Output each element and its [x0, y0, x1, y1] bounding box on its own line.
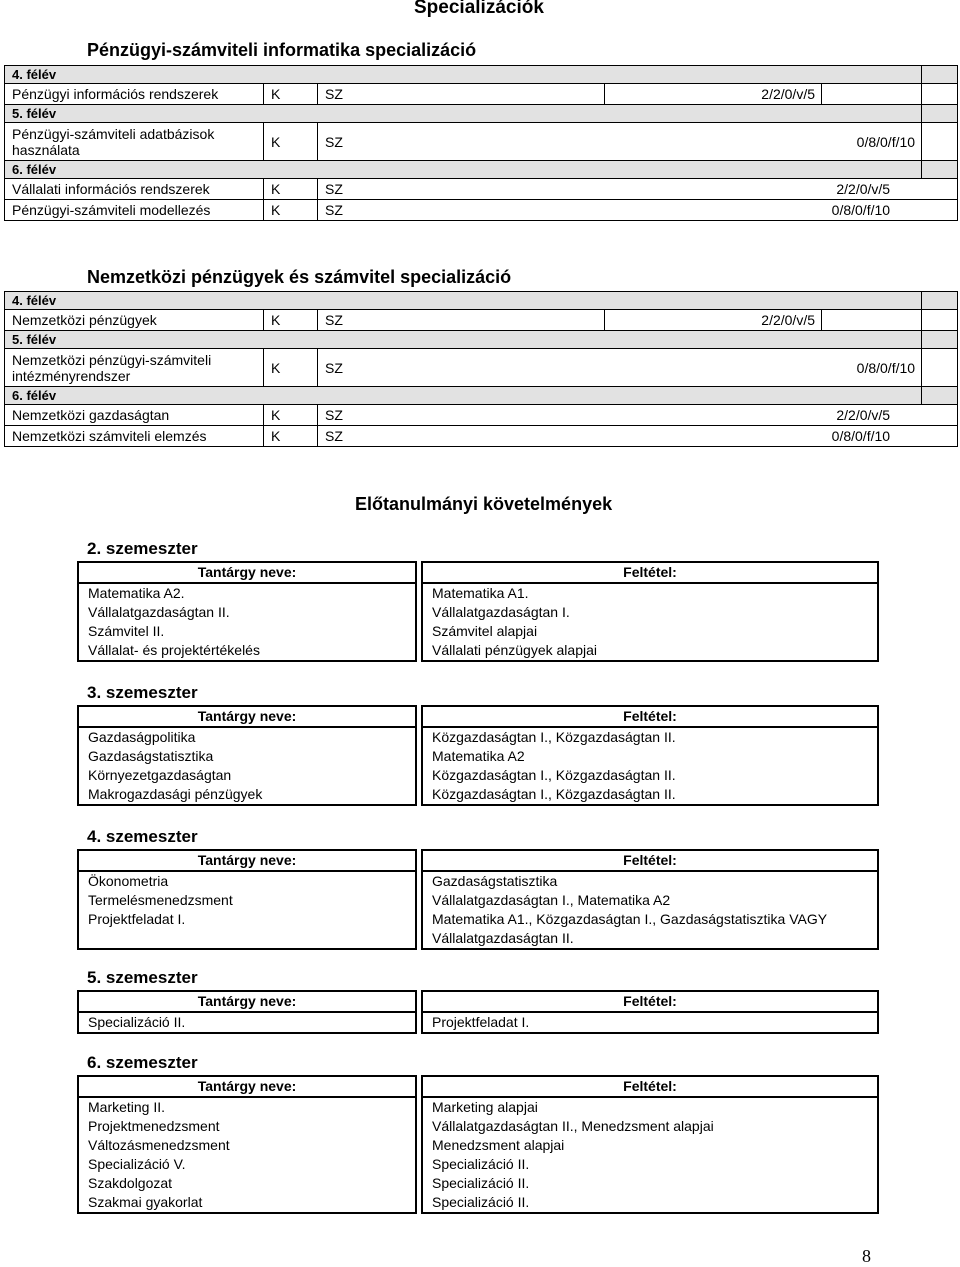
col-condition-header: Feltétel:: [422, 562, 878, 583]
subject-cell: Projektfeladat I.: [78, 910, 416, 949]
course-exam: K: [264, 426, 318, 447]
table-row: [78, 1193, 878, 1213]
course-code: 2/2/0/v/5: [836, 181, 891, 197]
subject-cell: Makrogazdasági pénzügyek: [78, 785, 416, 805]
course-code: 2/2/0/v/5: [605, 310, 822, 331]
course-row: [5, 310, 958, 331]
col-condition-header: Feltétel:: [422, 991, 878, 1012]
course-type: SZ: [325, 359, 343, 376]
course-type: SZ: [325, 407, 343, 423]
subject-cell: Gazdaságpolitika: [78, 727, 416, 747]
subject-cell: Specializáció II.: [78, 1012, 416, 1033]
col-condition-header: Feltétel:: [422, 850, 878, 871]
course-row: [5, 200, 958, 221]
course-exam: K: [264, 84, 318, 105]
table-row: [78, 1136, 878, 1155]
course-name: Nemzetközi pénzügyek: [5, 310, 264, 331]
condition-cell: Vállalati pénzügyek alapjai: [422, 641, 878, 661]
col-subject-header: Tantárgy neve:: [78, 706, 416, 727]
condition-cell: Projektfeladat I.: [422, 1012, 878, 1033]
prereq-table-s6: [77, 1075, 879, 1214]
course-name: Pénzügyi-számviteli modellezés: [5, 200, 264, 221]
table-row: [78, 1012, 878, 1033]
course-exam: K: [264, 349, 318, 387]
course-row: [5, 426, 958, 447]
table-row: [78, 785, 878, 805]
course-type: SZ: [325, 428, 343, 444]
semester-heading: 6. szemeszter: [87, 1053, 198, 1072]
semester-row: [5, 161, 958, 179]
subject-cell: Változásmenedzsment: [78, 1136, 416, 1155]
spec2-title: Nemzetközi pénzügyek és számvitel specializáció: [87, 267, 512, 287]
table-row: [78, 583, 878, 603]
course-name: Vállalati információs rendszerek: [5, 179, 264, 200]
semester-label: 4. félév: [5, 292, 922, 310]
semester-label: 5. félév: [5, 105, 922, 123]
course-type: SZ: [318, 84, 605, 105]
subject-cell: Termelésmenedzsment: [78, 891, 416, 910]
subject-cell: Projektmenedzsment: [78, 1117, 416, 1136]
prereq-table-s2: [77, 561, 879, 662]
table-row: [78, 1174, 878, 1193]
condition-cell: Vállalatgazdaságtan I., Matematika A2: [422, 891, 878, 910]
course-exam: K: [264, 179, 318, 200]
course-row: [5, 405, 958, 426]
course-row: [5, 84, 958, 105]
semester-heading: 2. szemeszter: [87, 539, 198, 558]
subject-cell: Szakdolgozat: [78, 1174, 416, 1193]
subject-cell: Specializáció V.: [78, 1155, 416, 1174]
table-row: [78, 622, 878, 641]
subject-cell: Ökonometria: [78, 871, 416, 891]
course-code: 0/8/0/f/10: [856, 359, 916, 376]
table-row: [78, 910, 878, 949]
page-title: Specializációk: [414, 0, 544, 18]
semester-row: [5, 66, 958, 84]
semester-row: [5, 105, 958, 123]
prereq-title: Előtanulmányi követelmények: [355, 494, 613, 514]
semester-row: [5, 387, 958, 405]
course-code: 2/2/0/v/5: [836, 407, 891, 423]
semester-label: 4. félév: [5, 66, 922, 84]
table-row: [78, 641, 878, 661]
condition-cell: Gazdaságstatisztika: [422, 871, 878, 891]
prereq-table-s3: [77, 705, 879, 806]
course-row: [5, 179, 958, 200]
course-code: 2/2/0/v/5: [605, 84, 822, 105]
condition-cell: Matematika A1.: [422, 583, 878, 603]
course-type: SZ: [325, 133, 343, 150]
table-row: [78, 891, 878, 910]
table-row: [78, 871, 878, 891]
spec1-title: Pénzügyi-számviteli informatika specializáció: [87, 40, 477, 60]
table-row: [78, 766, 878, 785]
subject-cell: Vállalat- és projektértékelés: [78, 641, 416, 661]
course-exam: K: [264, 310, 318, 331]
condition-cell: Közgazdaságtan I., Közgazdaságtan II.: [422, 785, 878, 805]
condition-cell: Specializáció II.: [422, 1155, 878, 1174]
condition-cell: Marketing alapjai: [422, 1097, 878, 1117]
col-condition-header: Feltétel:: [422, 706, 878, 727]
subject-cell: Matematika A2.: [78, 583, 416, 603]
prereq-table-s5: [77, 990, 879, 1034]
semester-label: 5. félév: [5, 331, 922, 349]
condition-cell: Menedzsment alapjai: [422, 1136, 878, 1155]
page-number: 8: [862, 1246, 871, 1266]
course-type: SZ: [325, 202, 343, 218]
subject-cell: Vállalatgazdaságtan II.: [78, 603, 416, 622]
subject-cell: Gazdaságstatisztika: [78, 747, 416, 766]
course-code: 0/8/0/f/10: [831, 428, 891, 444]
semester-heading: 4. szemeszter: [87, 827, 198, 846]
col-subject-header: Tantárgy neve:: [78, 562, 416, 583]
semester-heading: 5. szemeszter: [87, 968, 198, 987]
table-row: [78, 1097, 878, 1117]
col-subject-header: Tantárgy neve:: [78, 850, 416, 871]
col-condition-header: Feltétel:: [422, 1076, 878, 1097]
course-code: 0/8/0/f/10: [856, 133, 916, 150]
spec2-table: [4, 291, 958, 447]
condition-cell: Matematika A2: [422, 747, 878, 766]
course-row: [5, 123, 958, 161]
col-subject-header: Tantárgy neve:: [78, 991, 416, 1012]
semester-heading: 3. szemeszter: [87, 683, 198, 702]
condition-cell: Vállalatgazdaságtan I.: [422, 603, 878, 622]
subject-cell: Környezetgazdaságtan: [78, 766, 416, 785]
course-name: Nemzetközi gazdaságtan: [5, 405, 264, 426]
course-exam: K: [264, 200, 318, 221]
course-name: Pénzügyi-számviteli adatbázisok használata: [5, 123, 264, 161]
subject-cell: Szakmai gyakorlat: [78, 1193, 416, 1213]
course-type: SZ: [318, 310, 605, 331]
table-row: [78, 603, 878, 622]
course-name: Pénzügyi információs rendszerek: [5, 84, 264, 105]
condition-cell: Specializáció II.: [422, 1193, 878, 1213]
semester-label: 6. félév: [5, 387, 922, 405]
course-code: 0/8/0/f/10: [831, 202, 891, 218]
spec1-table: [4, 65, 958, 221]
condition-cell: Specializáció II.: [422, 1174, 878, 1193]
table-row: [78, 727, 878, 747]
course-exam: K: [264, 405, 318, 426]
condition-cell: Vállalatgazdaságtan II., Menedzsment alapjai: [422, 1117, 878, 1136]
semester-label: 6. félév: [5, 161, 922, 179]
semester-row: [5, 331, 958, 349]
course-exam: K: [264, 123, 318, 161]
course-type: SZ: [325, 181, 343, 197]
course-name: Nemzetközi pénzügyi-számviteli intézményrendszer: [5, 349, 264, 387]
table-row: [78, 1117, 878, 1136]
semester-row: [5, 292, 958, 310]
table-row: [78, 1155, 878, 1174]
course-name: Nemzetközi számviteli elemzés: [5, 426, 264, 447]
table-row: [78, 747, 878, 766]
subject-cell: Marketing II.: [78, 1097, 416, 1117]
condition-cell: Közgazdaságtan I., Közgazdaságtan II.: [422, 727, 878, 747]
col-subject-header: Tantárgy neve:: [78, 1076, 416, 1097]
condition-cell: Matematika A1., Közgazdaságtan I., Gazdaságstatisztika VAGY Vállalatgazdaságtan II.: [422, 910, 878, 949]
condition-cell: Számvitel alapjai: [422, 622, 878, 641]
condition-cell: Közgazdaságtan I., Közgazdaságtan II.: [422, 766, 878, 785]
prereq-table-s4: [77, 849, 879, 950]
course-row: [5, 349, 958, 387]
subject-cell: Számvitel II.: [78, 622, 416, 641]
